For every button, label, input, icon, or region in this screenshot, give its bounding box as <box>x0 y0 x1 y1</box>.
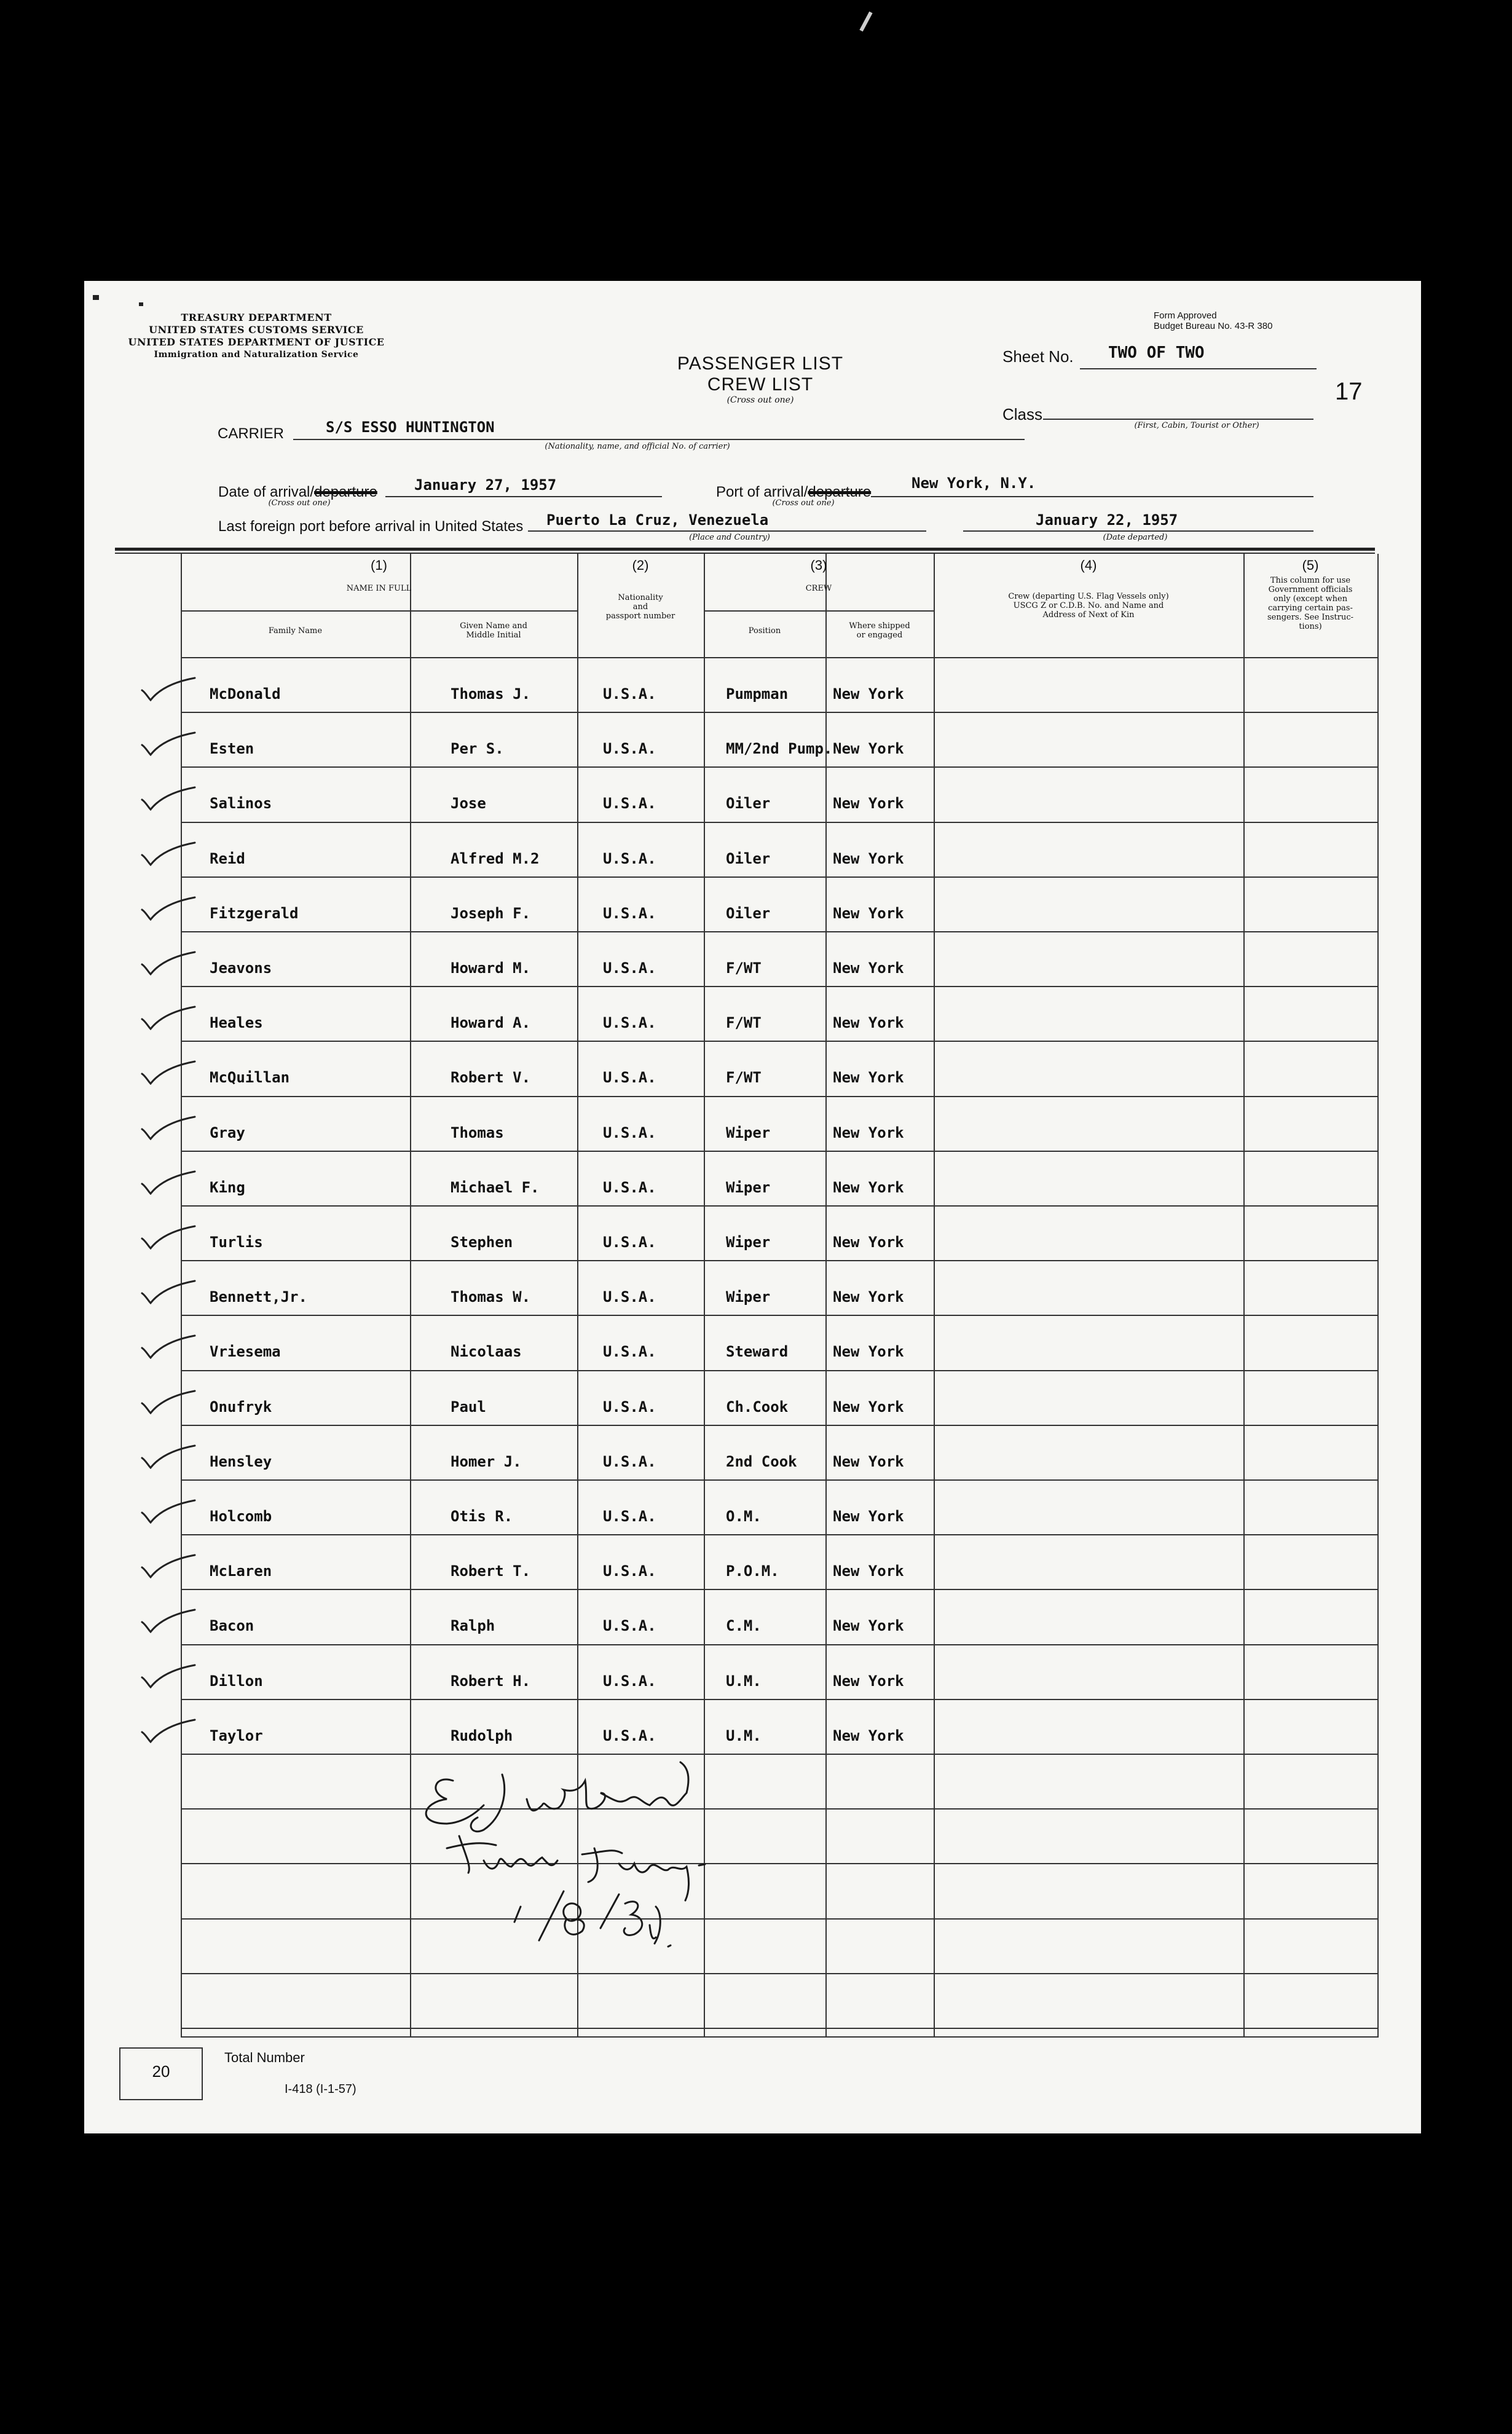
family-name-cell: Bacon <box>210 1617 254 1634</box>
where-shipped-cell: New York <box>833 795 904 812</box>
checkmark-icon <box>141 951 196 975</box>
position-cell: O.M. <box>726 1508 762 1525</box>
position-cell: Oiler <box>726 905 771 922</box>
position-cell: U.M. <box>726 1727 762 1744</box>
header-line: Middle Initial <box>466 631 521 640</box>
where-shipped-cell: New York <box>833 959 904 977</box>
table-row <box>84 959 1421 1002</box>
where-shipped-cell: New York <box>833 1014 904 1031</box>
nationality-cell: U.S.A. <box>603 1727 656 1744</box>
header-subdivider <box>181 610 577 612</box>
checkmark-icon <box>141 841 196 866</box>
column-header-name-in-full: NAME IN FULL <box>346 584 412 593</box>
family-name-cell: McDonald <box>210 685 281 703</box>
crew-list-form <box>84 281 1421 2133</box>
table-row <box>84 1562 1421 1605</box>
column-header-government-use <box>1243 576 1377 631</box>
date-departed-caption: (Date departed) <box>1103 533 1168 542</box>
form-title <box>637 353 883 405</box>
checkmark-icon <box>141 896 196 921</box>
form-approved-line: Form Approved <box>1154 310 1217 321</box>
date-departed-value: January 22, 1957 <box>1036 511 1178 529</box>
family-name-cell: Onufryk <box>210 1398 272 1416</box>
header-line: tions) <box>1299 622 1322 631</box>
checkmark-icon <box>141 1609 196 1633</box>
position-cell: Wiper <box>726 1124 771 1141</box>
family-name-cell: Jeavons <box>210 959 272 977</box>
column-header-given-name <box>410 621 577 640</box>
date-label-text: Date of arrival/ <box>218 484 315 500</box>
carrier-caption: (Nationality, name, and official No. of carrier) <box>545 442 730 451</box>
column-header-crew: CREW <box>805 584 832 593</box>
checkmark-icon <box>141 1554 196 1578</box>
where-shipped-cell: New York <box>833 1562 904 1580</box>
family-name-cell: Fitzgerald <box>210 905 299 922</box>
family-name-cell: Hensley <box>210 1453 272 1470</box>
where-shipped-cell: New York <box>833 905 904 922</box>
where-shipped-cell: New York <box>833 1617 904 1634</box>
where-shipped-cell: New York <box>833 1343 904 1360</box>
sheet-number-underline <box>1080 368 1317 369</box>
family-name-cell: Holcomb <box>210 1508 272 1525</box>
table-row <box>84 905 1421 948</box>
header-bottom-rule <box>181 657 1378 658</box>
column-number: (4) <box>1080 557 1097 573</box>
title-crew-list: CREW LIST <box>707 374 814 395</box>
nationality-cell: U.S.A. <box>603 905 656 922</box>
table-row <box>84 1343 1421 1386</box>
nationality-cell: U.S.A. <box>603 1453 656 1470</box>
header-line: sengers. See Instruc- <box>1267 613 1353 622</box>
position-cell: C.M. <box>726 1617 762 1634</box>
port-underline <box>871 496 1313 497</box>
checkmark-icon <box>141 1334 196 1359</box>
nationality-cell: U.S.A. <box>603 1398 656 1416</box>
title-caption: (Cross out one) <box>726 395 794 405</box>
table-row <box>84 795 1421 838</box>
given-name-cell: Howard M. <box>451 959 531 977</box>
position-cell: Wiper <box>726 1288 771 1306</box>
header-line: USCG Z or C.D.B. No. and Name and <box>1013 601 1164 610</box>
position-cell: Oiler <box>726 795 771 812</box>
where-shipped-cell: New York <box>833 1453 904 1470</box>
punch-mark <box>139 302 143 306</box>
family-name-cell: Esten <box>210 740 254 757</box>
where-shipped-cell: New York <box>833 1727 904 1744</box>
given-name-cell: Thomas W. <box>451 1288 531 1306</box>
total-number-value: 20 <box>152 2062 170 2081</box>
nationality-cell: U.S.A. <box>603 1617 656 1634</box>
column-number: (2) <box>632 557 649 573</box>
position-cell: Oiler <box>726 850 771 867</box>
where-shipped-cell: New York <box>833 1398 904 1416</box>
table-row <box>84 1617 1421 1660</box>
table-row <box>84 1672 1421 1715</box>
nationality-cell: U.S.A. <box>603 1014 656 1031</box>
given-name-cell: Robert V. <box>451 1069 531 1086</box>
given-name-cell: Ralph <box>451 1617 495 1634</box>
family-name-cell: Gray <box>210 1124 245 1141</box>
where-shipped-cell: New York <box>833 850 904 867</box>
position-cell: F/WT <box>726 1069 762 1086</box>
table-row <box>84 1014 1421 1057</box>
position-cell: Steward <box>726 1343 789 1360</box>
checkmark-icon <box>141 1225 196 1250</box>
header-line: Given Name and <box>460 621 527 631</box>
form-approved-line: Budget Bureau No. 43-R 380 <box>1154 321 1273 331</box>
table-row <box>84 1124 1421 1167</box>
header-line: Nationality <box>618 593 663 602</box>
header-line: only (except when <box>1273 594 1348 604</box>
family-name-cell: McLaren <box>210 1562 272 1580</box>
table-row <box>84 685 1421 728</box>
position-cell: P.O.M. <box>726 1562 779 1580</box>
column-header-where-shipped <box>825 621 934 640</box>
class-caption: (First, Cabin, Tourist or Other) <box>1134 421 1259 430</box>
family-name-cell: King <box>210 1179 245 1196</box>
given-name-cell: Jose <box>451 795 486 812</box>
position-cell: Wiper <box>726 1179 771 1196</box>
date-of-arrival-value: January 27, 1957 <box>414 476 557 494</box>
given-name-cell: Rudolph <box>451 1727 513 1744</box>
family-name-cell: Salinos <box>210 795 272 812</box>
column-header-nationality <box>577 593 704 621</box>
header-line: This column for use <box>1270 576 1351 585</box>
where-shipped-cell: New York <box>833 685 904 703</box>
checkmark-icon <box>141 786 196 811</box>
nationality-cell: U.S.A. <box>603 795 656 812</box>
where-shipped-cell: New York <box>833 1234 904 1251</box>
checkmark-icon <box>141 1664 196 1688</box>
checkmark-icon <box>141 1170 196 1195</box>
where-shipped-cell: New York <box>833 1069 904 1086</box>
family-name-cell: Vriesema <box>210 1343 281 1360</box>
given-name-cell: Stephen <box>451 1234 513 1251</box>
inspector-signature <box>410 1756 877 1959</box>
port-caption: (Cross out one) <box>772 498 835 508</box>
position-cell: Wiper <box>726 1234 771 1251</box>
page-number: 17 <box>1335 378 1363 405</box>
dept-line: TREASURY DEPARTMENT <box>181 312 332 323</box>
column-number: (5) <box>1302 557 1319 573</box>
dept-line: UNITED STATES DEPARTMENT OF JUSTICE <box>128 336 385 348</box>
carrier-underline <box>293 439 1025 440</box>
table-row <box>84 1398 1421 1441</box>
table-row <box>84 850 1421 893</box>
sheet-number-label: Sheet No. <box>1002 347 1074 366</box>
column-header-position: Position <box>748 626 781 636</box>
family-name-cell: Heales <box>210 1014 263 1031</box>
port-label-struck: departure <box>808 484 872 500</box>
column-number: (1) <box>371 557 387 573</box>
given-name-cell: Otis R. <box>451 1508 513 1525</box>
nationality-cell: U.S.A. <box>603 1672 656 1690</box>
last-foreign-port-value: Puerto La Cruz, Venezuela <box>546 511 769 529</box>
nationality-cell: U.S.A. <box>603 740 656 757</box>
port-label-text: Port of arrival/ <box>716 484 808 500</box>
carrier-value: S/S ESSO HUNTINGTON <box>326 419 495 436</box>
row-rule <box>181 1973 1378 1974</box>
nationality-cell: U.S.A. <box>603 850 656 867</box>
nationality-cell: U.S.A. <box>603 1124 656 1141</box>
family-name-cell: Bennett,Jr. <box>210 1288 307 1306</box>
checkmark-icon <box>141 1116 196 1140</box>
carrier-label: CARRIER <box>218 425 285 442</box>
given-name-cell: Per S. <box>451 740 504 757</box>
column-number: (3) <box>810 557 827 573</box>
where-shipped-cell: New York <box>833 1288 904 1306</box>
checkmark-icon <box>141 1719 196 1743</box>
position-cell: MM/2nd Pump. <box>726 740 833 757</box>
position-cell: U.M. <box>726 1672 762 1690</box>
nationality-cell: U.S.A. <box>603 685 656 703</box>
nationality-cell: U.S.A. <box>603 1288 656 1306</box>
checkmark-icon <box>141 677 196 701</box>
where-shipped-cell: New York <box>833 740 904 757</box>
given-name-cell: Robert T. <box>451 1562 531 1580</box>
position-cell: 2nd Cook <box>726 1453 797 1470</box>
where-shipped-cell: New York <box>833 1124 904 1141</box>
dept-line: UNITED STATES CUSTOMS SERVICE <box>149 324 364 336</box>
date-underline <box>385 496 662 497</box>
header-line: Address of Next of Kin <box>1042 610 1135 620</box>
header-line: Crew (departing U.S. Flag Vessels only) <box>1008 592 1169 601</box>
nationality-cell: U.S.A. <box>603 1179 656 1196</box>
punch-mark <box>93 295 99 300</box>
checkmark-icon <box>141 1444 196 1469</box>
table-row <box>84 740 1421 783</box>
header-subdivider <box>704 610 934 612</box>
date-label-struck: departure <box>314 484 377 500</box>
last-port-caption: (Place and Country) <box>689 533 770 542</box>
given-name-cell: Thomas J. <box>451 685 531 703</box>
family-name-cell: Taylor <box>210 1727 263 1744</box>
class-underline <box>1043 419 1313 420</box>
table-row <box>84 1179 1421 1222</box>
where-shipped-cell: New York <box>833 1672 904 1690</box>
sheet-number-value: TWO OF TWO <box>1108 344 1205 362</box>
table-row <box>84 1069 1421 1112</box>
last-foreign-port-label: Last foreign port before arrival in United States <box>218 518 524 535</box>
checkmark-icon <box>141 1060 196 1085</box>
given-name-cell: Homer J. <box>451 1453 522 1470</box>
form-approved <box>1154 310 1326 331</box>
row-rule <box>181 2028 1378 2029</box>
nationality-cell: U.S.A. <box>603 1562 656 1580</box>
last-port-underline <box>528 530 926 532</box>
column-header-next-of-kin <box>934 592 1243 620</box>
header-line: and <box>632 602 648 612</box>
header-line: carrying certain pas- <box>1268 604 1353 613</box>
given-name-cell: Joseph F. <box>451 905 531 922</box>
family-name-cell: Dillon <box>210 1672 263 1690</box>
total-number-label: Total Number <box>224 2050 305 2065</box>
given-name-cell: Paul <box>451 1398 486 1416</box>
given-name-cell: Michael F. <box>451 1179 540 1196</box>
family-name-cell: Reid <box>210 850 245 867</box>
port-of-arrival-value: New York, N.Y. <box>912 475 1036 492</box>
checkmark-icon <box>141 731 196 756</box>
given-name-cell: Thomas <box>451 1124 504 1141</box>
class-label: Class <box>1002 405 1043 423</box>
nationality-cell: U.S.A. <box>603 1508 656 1525</box>
given-name-cell: Howard A. <box>451 1014 531 1031</box>
corner-tick-mark <box>859 12 872 32</box>
table-row <box>84 1453 1421 1496</box>
header-line: or engaged <box>856 631 903 640</box>
header-line: passport number <box>605 612 675 621</box>
column-header-family-name: Family Name <box>268 626 323 636</box>
date-caption: (Cross out one) <box>268 498 331 508</box>
given-name-cell: Alfred M.2 <box>451 850 540 867</box>
table-row <box>84 1288 1421 1331</box>
table-bottom-rule <box>181 2036 1378 2038</box>
header-line: Government officials <box>1268 585 1353 594</box>
header-rule <box>115 548 1375 551</box>
checkmark-icon <box>141 1390 196 1414</box>
family-name-cell: McQuillan <box>210 1069 290 1086</box>
checkmark-icon <box>141 1280 196 1304</box>
table-row <box>84 1508 1421 1551</box>
family-name-cell: Turlis <box>210 1234 263 1251</box>
position-cell: F/WT <box>726 959 762 977</box>
position-cell: F/WT <box>726 1014 762 1031</box>
position-cell: Ch.Cook <box>726 1398 789 1416</box>
position-cell: Pumpman <box>726 685 789 703</box>
checkmark-icon <box>141 1006 196 1030</box>
given-name-cell: Robert H. <box>451 1672 531 1690</box>
given-name-cell: Nicolaas <box>451 1343 522 1360</box>
checkmark-icon <box>141 1499 196 1524</box>
nationality-cell: U.S.A. <box>603 1069 656 1086</box>
form-number: I-418 (I-1-57) <box>285 2082 356 2096</box>
where-shipped-cell: New York <box>833 1179 904 1196</box>
header-line: Where shipped <box>849 621 910 631</box>
dept-line: Immigration and Naturalization Service <box>154 350 359 360</box>
departed-underline <box>963 530 1313 532</box>
title-passenger-list: PASSENGER LIST <box>677 353 844 374</box>
department-heading <box>127 312 385 361</box>
nationality-cell: U.S.A. <box>603 959 656 977</box>
nationality-cell: U.S.A. <box>603 1343 656 1360</box>
nationality-cell: U.S.A. <box>603 1234 656 1251</box>
where-shipped-cell: New York <box>833 1508 904 1525</box>
table-row <box>84 1234 1421 1277</box>
